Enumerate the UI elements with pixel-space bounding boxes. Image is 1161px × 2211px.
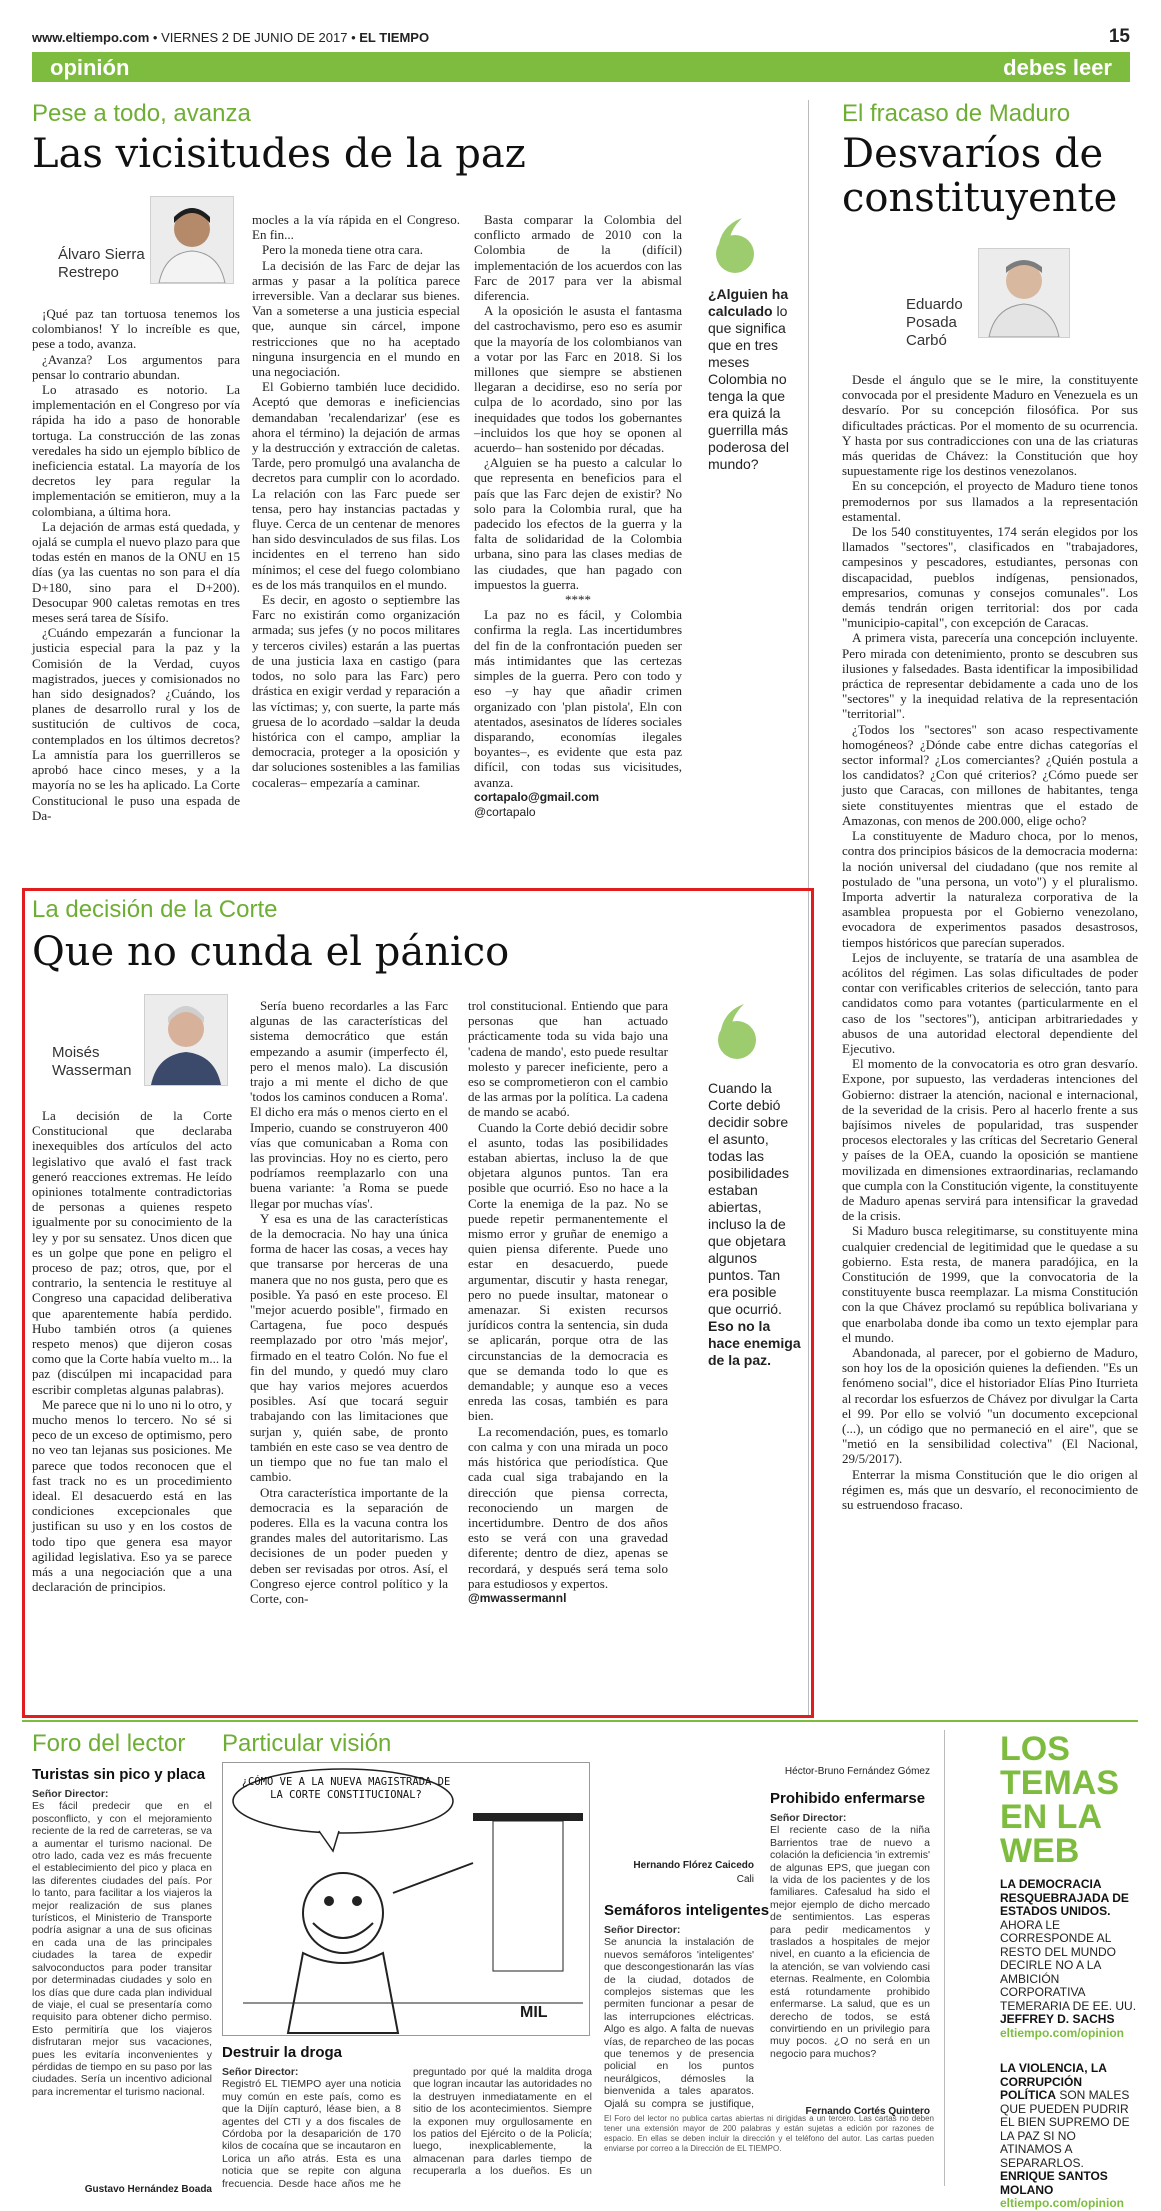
letter-2-continued	[604, 1730, 754, 1858]
temas-link-1[interactable]: eltiempo.com/opinion	[1000, 2025, 1125, 2040]
author-photo-wasserman	[144, 994, 228, 1086]
date-line: VIERNES 2 DE JUNIO DE 2017	[161, 30, 348, 45]
letter-title-3: Semáforos inteligentes	[604, 1902, 770, 1919]
letter-2: Señor Director: Registró EL TIEMPO ayer una noticia muy común en este país, como es que la Dijín capturó, léase bien, a 8 agentes del CTI y a dos fiscales de Córdoba por la desaparición de 170 kilos de cocaína que se incautaron en Lorica un año atrás. Esta es una noticia que se repite con alguna frecuencia. Desde hace años me he preguntado por qué la maldita droga que logran incautar las autoridades no la destruyen inmediatamente en el sitio de los acontecimientos. Siempre la exponen muy orgullosamente en los patios del Ejército o de la Policía; luego, inexplicablemente, la almacenan para darles tiempo de recuperarla a los dueños. Es un	[222, 2066, 592, 2190]
letter-3: Señor Director: Se anuncia la instalación de nuevos semáforos 'inteligentes' que descongestionarán las vías de la ciudad, dotados de complejos sistemas que les permiten funcionar a pesar de las interrupciones eléctricas. Algo es algo. A falta de nuevas vías, de reparcheo de las pocas que tenemos y de presencia policial en los puntos neurálgicos, démosles la bienvenida a tales aparatos. Ojalá su compra se justifique,	[604, 1924, 754, 2110]
letter-signature-1: Gustavo Hernández Boada	[84, 2184, 212, 2195]
column-sierra-2: mocles a la vía rápida en el Congreso. En fin... Pero la moneda tiene otra cara. La decisión de las Farc de dejar las armas y pasar a la política parece irreversible. Van a declarar sus bienes. Van a someterse a una justicia especial que, aunque sin cárcel, impone restricciones que no ha aceptado ninguna insurgencia en el mundo en una negociación. El Gobierno también luce decidido. Aceptó que demoras e ineficiencias demandaban 'recalendarizar' (ese es ahora el término) la dejación de armas y la destrucción y extracción de caletas. Tarde, pero promulgó una avalancha de decretos para cumplir con lo acordado. La relación con las Farc puede ser tensa, pero hay instancias pactadas y fluye. Cerca de un centenar de menores han sido desvinculados de sus filas. Los incidentes en el terreno han sido mínimos; el cese del fuego colombiano es de los más tranquilos en el mundo. Es decir, en agosto o septiembre las Farc no existirán como organización armada; sus jefes (y no pocos militares y terceros civiles) estarán a las puertas de una justicia laxa en castigo (para todos, no solo para las Farc) pero drástica en exigir verdad y reparación a las víctimas; y, con suerte, la parte más gruesa de lo acordado –saldar la deuda histórica con el campo, ampliar la democracia, proteger a la oposición y dar soluciones sostenibles a las familias cocaleras– empezaría a caminar.	[252, 212, 460, 790]
cartoon	[222, 1762, 590, 2036]
column-wasserman-1: La decisión de la Corte Constitucional que declaraba inexequibles dos artículos del acto legislativo que avaló el fast track generó reacciones extremas. He leído opiniones totalmente contradictorias de personas a quienes respeto igualmente por su conocimiento de la ley y por su sensatez. Unos dicen que es un golpe que pone en peligro el proceso de paz; otros, que, por el contrario, la sentencia le restituye al Congreso una capacidad deliberativa que aparentemente había perdido. Hubo también otros (a quienes respeto menos) que dijeron cosas como que la Corte había vuelto m... la paz (discúlpen mi incapacidad para escribir completas algunas palabras). Me parece que ni lo uno ni lo otro, y mucho menos lo tercero. No sé si peco de un exceso de optimismo, pero no veo tan lejanas sus posiciones. Me parece que todos reconocen que el fast track no es un procedimiento ideal. El desacuerdo está en las condiciones excepcionales que justifican su uso y en los costos de todo tipo que genera esa mayor agilidad legislativa. Eso ya se parece más a una negociación que a una declaración de principios.	[32, 1108, 232, 1595]
column-wasserman-3: trol constitucional. Entiendo que para personas que han actuado prácticamente toda su vida bajo una 'cadena de mando', esto puede resultar molesto y parecer ineficiente, pero a eso se comprometieron con el cambio de las armas por la política. La cadena de mando se acabó. Cuando la Corte debió decidir sobre el asunto, todas las posibilidades estaban abiertas, incluso la de que objetara algunos puntos. Tan era posible que ocurrió. Eso no hace a la Corte la enemiga de la paz. No se puede repetir permanentemente el mismo error y gruñar de enemigo a quien piensa diferente. Puede uno estar en desacuerdo, puede argumentar, discutir y hasta renegar, pero no puede insultar, matonear o amenazar. Si existen recursos jurídicos contra la sentencia, sin duda se aplicarán, porque otra de las circunstancias de la democracia es que se demanda todo lo que es demandable; y aunque eso a veces enreda las cosas, también es para bien. La recomendación, pues, es tomarlo con calma y con una mirada un poco más histórica que periodística. Que cada cual siga trabajando en la dirección que piensa correcta, reconociendo un margen de incertidumbre. Dentro de dos años esto se verá con una gravedad diferente; dentro de diez, apenas se recordará, y después será tema solo para estudiosos y expertos. @mwassermannl	[468, 998, 668, 1605]
letter-4: Señor Director: El reciente caso de la niña Barrientos trae de nuevo a colación la deficiencia 'in extremis' de algunas EPS, que juegan con la vida de los pacientes y de los familiares. Cafesalud ha sido el mejor ejemplo de dicho mercado de sentimientos. Las esperas para pedir medicamentos y traslados a hospitales de mejor nivel, en cuanto a la eficiencia de la atención, se van volviendo casi eternas. Realmente, en Colombia está rotundamente prohibido enfermarse. La salud, que es un derecho de todos, se está convirtiendo en un privilegio para muy pocos. ¿O no será en un negocio para muchos?	[770, 1812, 930, 2060]
twitter-sierra[interactable]: @cortapalo	[474, 804, 536, 819]
twitter-wasserman[interactable]: @mwassermannl	[468, 1590, 567, 1605]
email-sierra[interactable]: cortapalo@gmail.com	[474, 789, 600, 804]
foro-title: Foro del lector	[32, 1730, 186, 1757]
cartoon-drawing	[223, 1763, 589, 2035]
cartoon-bubble: ¿CÓMO VE A LA NUEVA MAGISTRADA DE LA CORTE CONSTITUCIONAL?	[241, 1776, 451, 1801]
letter-1: Señor Director: Es fácil predecir que en el posconflicto, y con el mejoramiento reciente de la red de carreteras, se va a aumentar el turismo nacional. De otro lado, cada vez es más frecuente el establecimiento del pico y placa en las diferentes ciudades del país. Por lo tanto, para facilitar a los viajeros la mejor realización de sus planes turísticos, el Ministerio de Transporte podría asignar a una de sus oficinas en cada una de las principales ciudades la tarea de expedir salvoconductos para poder transitar por determinadas ciudades y solo en los días que dure cada plan individual de viaje, el cual se presentaría como requisito para obtener dicho permiso. Esto permitiría que los viajeros disfrutaran mejor sus vacaciones, pues les evitaría inconvenientes y pérdidas de tiempo en su paso por las ciudades. Sería un incentivo adicional para incrementar el turismo nacional.	[32, 1788, 212, 2098]
column-sierra-3: Basta comparar la Colombia del conflicto armado de 2010 con la Colombia de la (difícil) implementación de los acuerdos con las Farc de 2017 para ver la abismal diferencia. A la oposición le asusta el fantasma del castrochavismo, pero eso es asumir que la mayoría de los colombianos van a votar por las Farc en 2018. Si los millones que siempre se abstienen llegaran a decidirse, eso no sería por culpa de lo acordado, sino por las inequidades que todos los gobernantes –incluidos los que hoy se oponen al acuerdo– han sostenido por décadas. ¿Alguien se ha puesto a calcular lo que representa en beneficios para el país que las Farc dejen de existir? No solo para la Colombia rural, que ha padecido los efectos de la guerra y la falta de solidaridad de la Colombia urbana, sino para las clases medias de las ciudades, que han pagado con impuestos la guerra. **** La paz no es fácil, y Colombia confirma la regla. Las incertidumbres del fin de la confrontación pueden ser más intimidantes que las certezas simples de la guerra. Pero con todo y eso –y hay que añadir crimen organizado con 'plan pistola', Eln con atentados, asesinatos de líderes sociales disparando, economías ilegales boyantes–, es evidente que esta paz difícil, con todas sus vicisitudes, avanza. cortapalo@gmail.com @cortapalo	[474, 212, 682, 819]
letter-title-2: Destruir la droga	[222, 2044, 343, 2061]
author-photo-posada	[978, 248, 1070, 338]
masthead-separator: •	[351, 30, 360, 45]
kicker-sierra: Pese a todo, avanza	[32, 100, 251, 127]
headline-posada: Desvaríos de constituyente	[842, 131, 1118, 221]
paper-name: EL TIEMPO	[359, 30, 430, 45]
pullquote-sierra: ¿Alguien ha calculado lo que significa que en tres meses Colombia no tenga la que era quizá la guerrilla más poderosa del mundo?	[708, 286, 789, 472]
column-posada: Desde el ángulo que se le mire, la constituyente convocada por el presidente Maduro en Venezuela es un desvarío. Por su concepción filosófica. Por sus dificultades prácticas. Por el momento de su ocurrencia. Y hasta por sus contradicciones con una de las criaturas más queridas de Chávez: la Constitución que hoy supuestamente rige los destinos venezolanos. En su concepción, el proyecto de Maduro tiene tonos premodernos por sus llamados a la representación estamental. De los 540 constituyentes, 174 serán elegidos por los llamados "sectores", clasificados en "trabajadores, campesinos y pescadores, estudiantes, personas con discapacidad, pueblos indígenas, pensionados, empresarios, comunas y consejos comunales". Los demás tendrán origen territorial: dos por cada "municipio-capital", con excepción de Caracas. A primera vista, parecería una concepción incluyente. Pero mirada con detenimiento, pronto se descubren sus ilusiones y falsedades. Basta identificar la imposibilidad práctica de representar debidamente a cada uno de los "sectores" y la inequidad relativa de la representación "territorial". ¿Todos los "sectores" son acaso respectivamente homogéneos? ¿Dónde cabe entre dichas categorías el sector informal? ¿Los comerciantes? ¿Quién postula a los candidatos? ¿Con qué criterios? ¿Cómo puede ser justo que Caracas, con millones de habitantes, tenga siete constituyentes mientras que el estado de Amazonas, con menos de 200.000, elige ocho? La constituyente de Maduro choca, por lo menos, contra dos principios básicos de la democracia moderna: la noción universal del ciudadano (que nos remite al postulado de "una persona, un voto") y el pluralismo. Importa advertir la naturaleza corporativa de la asamblea propuesta por el Gobierno venezolano, evocadora de experimentos pasados desastrosos, tiempos históricos que parecían superados. Lejos de incluyente, se trataría de una asamblea de acólitos del régimen. Las solas dificultades de poder contar con verificables criterios de selección, tanto para candidatos como para votantes (particularmente en el caso de los "sectores"), anticipan arbitrariedades y abusos de una autoridad electoral dependiente del Ejecutivo. El momento de la convocatoria es otro gran desvarío. Expone, por supuesto, las verdaderas intenciones del Gobierno: distraer la atención, nacional e internacional, de la severidad de la crisis. Pero al hacerlo frente a sus bajísimos niveles de popularidad, tras suspender procesos electorales y las críticas del Secretario General y países de la OEA, cuando la oposición se mantiene movilizada en dimensiones extraordinarias, reclamando que cumpla con la Constitución vigente, la constituyente de Maduro apenas servirá para intensificar la gravedad de la crisis. Si Maduro busca relegitimarse, su constituyente mina cualquier credencial de legitimidad que le quedase a su gobierno. Esta resta, de manera paradójica, en la Constitución de 1999, que la convocatoria de la constituyente busca reemplazar. La misma Constitución con la que Chávez proclamó su república bolivariana y que enarbolaba donde iba como un texto ejemplar para el mundo. Abandonada, al parecer, por el gobierno de Maduro, son hoy los de la oposición quienes la defienden. "Es un fenómeno social", dice el historiador Elías Pino Iturrieta al recordar los esfuerzos de Chávez por divulgar la Carta el 99. Por ello se volvió "un documento excepcional (...), un código que no permaneció en el aire", que se "metió en la sensibilidad colectiva" (El Nacional, 29/5/2017). Enterrar la misma Constitución que le dio origen al régimen es, más que un desvarío, el reconocimiento de su estruendoso fracaso.	[842, 372, 1138, 1513]
temas-link-2[interactable]: eltiempo.com/opinion	[1000, 2196, 1125, 2210]
foro-footnote: El Foro del lector no publica cartas abiertas ni dirigidas a un tercero. Las cartas no deben tener una extensión mayor de 200 palabras y están sujetas a edición por razones de espacio. En ellas se deben incluir la dirección y el teléfono del autor. Las cartas pueden enviarse por correo a la Dirección de EL TIEMPO.	[604, 2114, 934, 2153]
masthead-separator: •	[152, 30, 162, 45]
cartoon-title: Particular visión	[222, 1730, 392, 1757]
section-name: opinión	[50, 55, 130, 80]
author-posada: Eduardo Posada Carbó	[906, 296, 963, 349]
column-wasserman-2: Sería bueno recordarles a las Farc algunas de las características del sistema democrático que están empezando a asumir (imperfecto él, pero el menos malo). La discusión trajo a mi mente el dicho de que 'todos los caminos conducen a Roma'. El dicho era más o menos cierto en el Imperio, cuando se construyeron 400 vías que comunicaban a Roma con las provincias. Hoy no es cierto, pero podríamos reemplazarlo con una buena variante: 'a Roma se puede llegar por muchas vías'. Y esa es una de las características de la democracia. No hay una única forma de hacer las cosas, a veces hay que transarse por herceras de una manera que no nos gusta, pero que es posible. Ya pasó en este proceso. El "mejor acuerdo posible", firmado en Cartagena, fue poco después reemplazado por otro 'más mejor', firmado en el teatro Colón. No fue el fin del mundo, y quedó muy claro que hay varios mejores acuerdos posibles. Así que tocará seguir trabajando con las limitaciones que surjan y, quién sabe, de pronto también en este caso se vea dentro de un tiempo que no fue tan malo el cambio. Otra característica importante de la democracia es la separación de poderes. Ella es la vacuna contra los grandes males del autoritarismo. Las decisiones de un poder pueden y deben ser revisadas por otros. Así, el Congreso ejerce control político y la Corte, con-	[250, 998, 448, 1606]
bottom-divider	[22, 1720, 1138, 1722]
temas-item-2[interactable]: LA VIOLENCIA, LA CORRUPCIÓN POLÍTICA SON MALES QUE PUEDEN PUDRIR EL BIEN SUPREMO DE LA PAZ SI NO ATINAMOS A SEPARARLOS. ENRIQUE SANTOS MOLANO eltiempo.com/opinion	[1000, 2061, 1130, 2210]
site-url[interactable]: www.eltiempo.com	[32, 30, 150, 45]
headline-wasserman: Que no cunda el pánico	[32, 929, 510, 975]
author-sierra: Álvaro Sierra Restrepo	[58, 246, 145, 281]
masthead	[32, 26, 1130, 52]
author-photo-sierra	[150, 196, 234, 284]
quote-icon	[710, 216, 760, 274]
letter-title-4: Prohibido enfermarse	[770, 1790, 926, 1807]
quote-icon	[712, 1002, 762, 1060]
portrait-icon	[145, 995, 227, 1085]
temas-item-1[interactable]: LA DEMOCRACIA RESQUEBRAJADA DE ESTADOS UNIDOS. AHORA LE CORRESPONDE AL RESTO DEL MUNDO DECIRLE NO A LA AMBICIÓN CORPORATIVA TEMERARIA DE EE. UU. JEFFREY D. SACHS eltiempo.com/opinion	[1000, 1877, 1137, 2040]
kicker-wasserman: La decisión de la Corte	[32, 896, 278, 923]
portrait-icon	[979, 249, 1069, 337]
cartoon-signature: MIL	[520, 2004, 548, 2021]
letter-title-1: Turistas sin pico y placa	[32, 1766, 206, 1783]
letter-signature-2: Hernando Flórez Caicedo	[633, 1860, 754, 1871]
letter-signature-3: Héctor-Bruno Fernández Gómez	[784, 1766, 930, 1777]
section-tag: debes leer	[1003, 55, 1112, 80]
letter-city-2: Cali	[736, 1874, 754, 1885]
pullquote-wasserman: Cuando la Corte debió decidir sobre el asunto, todas las posibilidades estaban abiertas, incluso la de que objetara algunos puntos. Tan era posible que ocurrió. Eso no la hace enemiga de la paz.	[708, 1080, 801, 1368]
letter-signature-4: Fernando Cortés Quintero	[805, 2106, 930, 2117]
page-number: 15	[1108, 26, 1130, 47]
kicker-posada: El fracaso de Maduro	[842, 100, 1071, 127]
author-wasserman: Moisés Wasserman	[52, 1044, 132, 1079]
column-sierra-1: ¡Qué paz tan tortuosa tenemos los colombianos! Y lo increíble es que, pese a todo, avanza. ¿Avanza? Los argumentos para pensar lo contrario abundan. Lo atrasado es notorio. La implementación en el Congreso por vía rápida ha ido a paso de honorable tortuga. La construcción de las zonas veredales ha sido un ejemplo bíblico de ineficiencia estatal. La mayoría de los decretos ley para regular la implementación se emitieron, muy a la colombiana, a última hora. La dejación de armas está quedada, y ojalá se cumpla el nuevo plazo para que todas estén en manos de la ONU en 15 días (ya las cuentas no son para el día D+180, sino para el D+200). Desocupar 900 caletas remotas en tres meses será tarea de Sísifo. ¿Cuándo empezarán a funcionar la justicia especial para la paz y la Comisión de la Verdad, cuyos magistrados, jueces y comisionados no han sido designados? ¿Cuándo, los planes de desarrollo rural y los de sustitución de cultivos de coca, contemplados en los últimos decretos? La amnistía para los guerrilleros se aprobó hace cinco meses, y a la mayoría no se les ha aplicado. La Corte Constitucional le puso una espada de Da-	[32, 306, 240, 823]
headline-sierra: Las vicisitudes de la paz	[32, 131, 526, 177]
portrait-icon	[151, 197, 233, 283]
section-bar	[32, 52, 1130, 82]
divider	[944, 1730, 945, 2186]
temas-title: LOS TEMAS EN LA WEB	[1000, 1730, 1119, 1870]
